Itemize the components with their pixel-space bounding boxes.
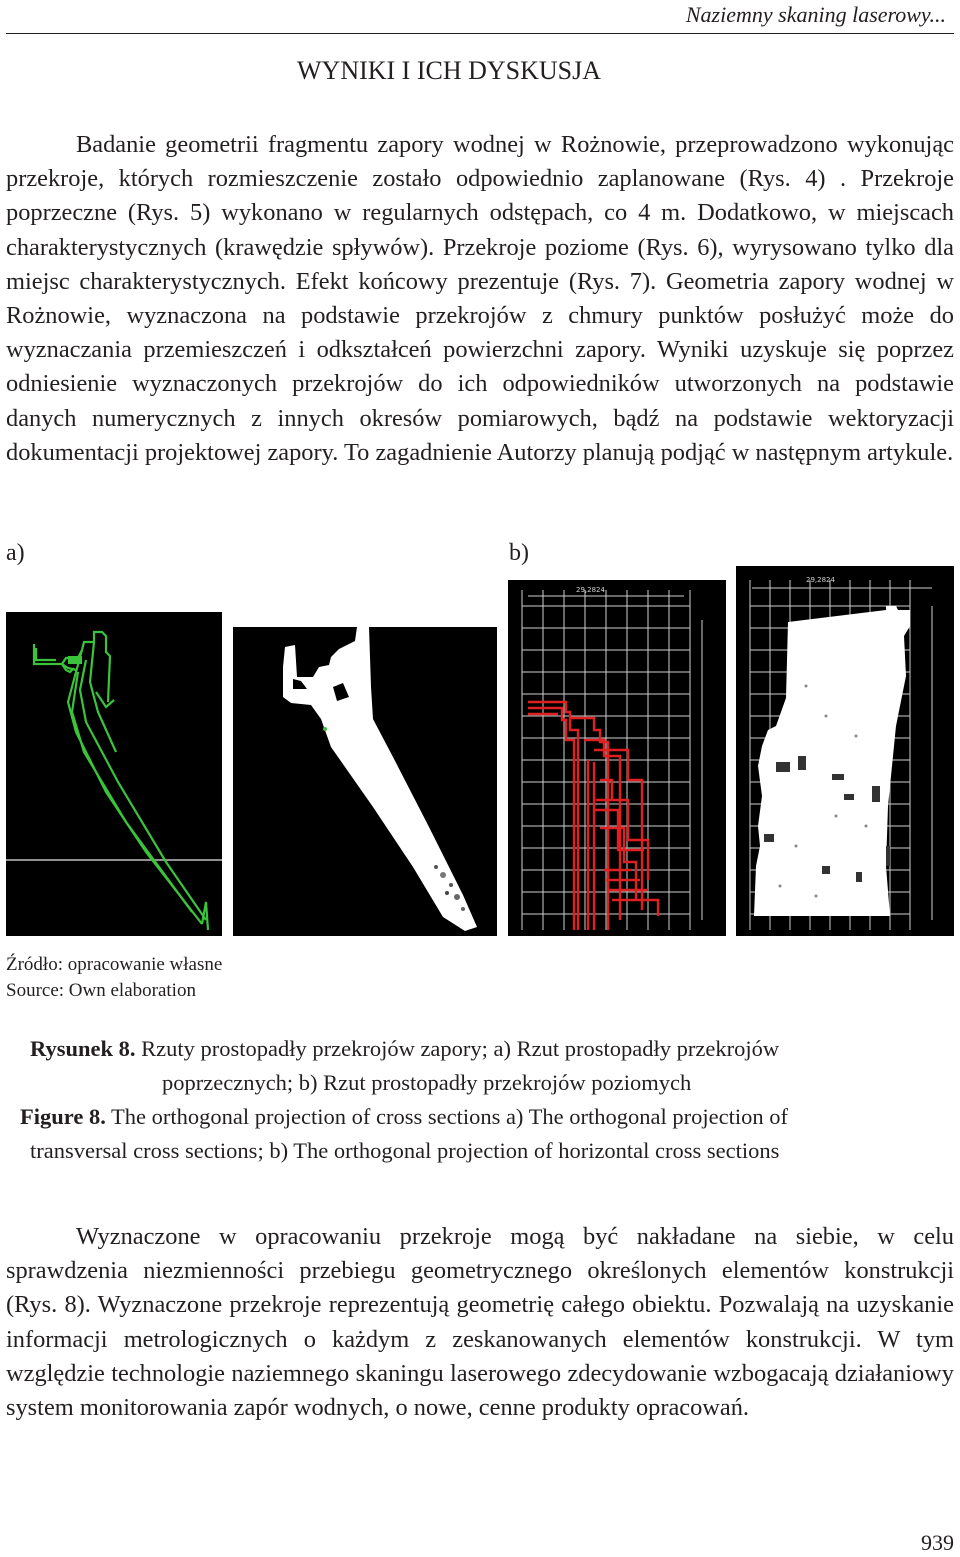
caption-pl-line1: Rysunek 8. Rzuty prostopadły przekrojów zapory; a) Rzut prostopadły przekrojów (30, 1036, 780, 1061)
figure-label-a: a) (6, 540, 25, 566)
figure-label-b: b) (509, 540, 529, 566)
panel-b-horizontal-sections-red (508, 580, 726, 936)
figure-source-en: Source: Own elaboration (6, 980, 196, 1001)
header-rule (6, 33, 954, 34)
caption-pl-label: Rysunek 8. (30, 1036, 136, 1061)
paragraph-2: Wyznaczone w opracowaniu przekroje mogą być nakładane na siebie, w celu sprawdzenia niezmienności przebiegu geometrycznego określonych elementów konstrukcji (Rys. 8). Wyznaczone przekroje reprezentują geometrię całego obiektu. Pozwalają na uzyskanie informacji metrologicznych o każdym z zeskanowanych elementów konstrukcji. W tym względzie technologie naziemnego skaningu laserowego zdecydowanie wzbogacają działaniowy system monitorowania zapór wodnych, o nowe, cenne produkty opracowań. (6, 1223, 954, 1422)
caption-pl-line2: poprzecznych; b) Rzut prostopadły przekrojów poziomych (162, 1070, 692, 1095)
figure-caption (6, 1032, 954, 1168)
panel-b-horizontal-point-cloud (736, 566, 954, 936)
section-heading: WYNIKI I ICH DYSKUSJA (297, 56, 602, 85)
paragraph-1: Badanie geometrii fragmentu zapory wodnej w Rożnowie, przeprowadzono wykonując przekroje, których rozmieszczenie zostało odpowiednio zaplanowane (Rys. 4) . Przekroje poprzeczne (Rys. 5) wykonano w regularnych odstępach, co 4 m. Dodatkowo, w miejscach charakterystycznych (krawędzie spływów). Przekroje poziome (Rys. 6), wyrysowano tylko dla miejsc charakterystycznych. Efekt końcowy prezentuje (Rys. 7). Geometria zapory wodnej w Rożnowie, wyznaczona na podstawie przekrojów z chmury punktów posłużyć może do wyznaczania przemieszczeń i odkształceń powierzchni zapory. Wyniki uzyskuje się poprzez odniesienie wyznaczonych przekrojów do ich odpowiedników utworzonych na podstawie danych numerycznych z innych okresów pomiarowych, bądź na podstawie wektoryzacji dokumentacji projektowej zapory. To zagadnienie Autorzy planują podjąć w następnym artykule. (6, 131, 954, 466)
page-number: 939 (921, 1530, 954, 1555)
panel-a-transversal-point-cloud (233, 627, 497, 936)
figure-source-pl: Źródło: opracowanie własne (6, 954, 223, 975)
panel-a-transversal-sections-green (6, 612, 222, 936)
dimension-label-b2: 29,2824 (806, 576, 835, 584)
dimension-label-b1: 29,2824 (576, 586, 605, 594)
running-head: Naziemny skaning laserowy... (685, 2, 946, 27)
caption-en-line1: Figure 8. The orthogonal projection of cross sections a) The orthogonal projection of (20, 1104, 788, 1129)
caption-en-label: Figure 8. (20, 1104, 106, 1129)
caption-en-line2: transversal cross sections; b) The orthogonal projection of horizontal cross sections (30, 1138, 780, 1163)
